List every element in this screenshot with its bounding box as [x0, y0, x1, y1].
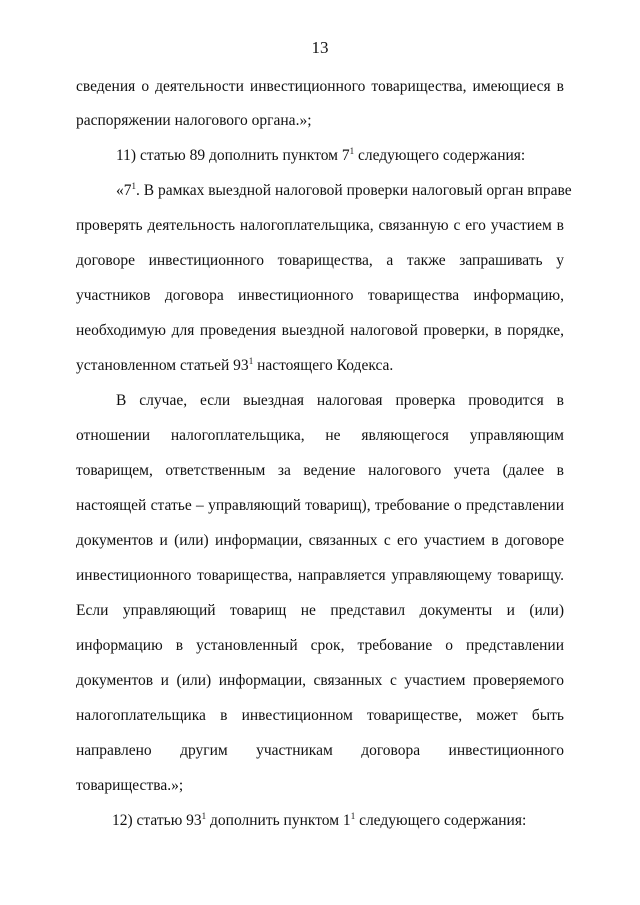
text-line: налогоплательщика в инвестиционном товариществе, может быть: [76, 707, 564, 724]
text-line: Если управляющий товарищ не представил документы и (или): [76, 602, 564, 619]
text-line: В случае, если выездная налоговая проверка проводится в: [116, 392, 564, 409]
text-line: документов и (или) информации, связанных с его участием в договоре: [76, 532, 564, 549]
text-fragment: следующего содержания:: [355, 812, 527, 829]
text-fragment: дополнить пунктом 1: [206, 812, 351, 829]
superscript: 1: [131, 181, 136, 191]
superscript: 1: [349, 146, 355, 156]
text-line: участников договора инвестиционного товарищества информацию,: [76, 287, 564, 304]
text-fragment: . В рамках выездной налоговой проверки налоговый орган вправе: [136, 182, 572, 199]
text-fragment: 11) статью 89 дополнить пунктом 7: [116, 147, 350, 164]
text-line: [116, 146, 564, 166]
text-line: необходимую для проведения выездной налоговой проверки, в порядке,: [76, 322, 564, 339]
text-line: распоряжении налогового органа.»;: [76, 112, 312, 129]
text-fragment: следующего содержания:: [354, 147, 526, 164]
text-line: [112, 811, 564, 831]
superscript: 1: [350, 811, 356, 821]
text-line: [76, 356, 564, 376]
text-fragment: 12) статью 93: [112, 812, 202, 829]
text-line: настоящей статье – управляющий товарищ), требование о представлении: [76, 497, 564, 514]
page-number: 13: [311, 38, 329, 57]
text-line: документов и (или) информации, связанных с участием проверяемого: [76, 672, 564, 689]
text-line: товарищества.»;: [76, 777, 184, 794]
text-line: инвестиционного товарищества, направляется управляющему товарищу.: [76, 567, 564, 584]
text-fragment: настоящего Кодекса.: [253, 357, 394, 374]
superscript: 1: [201, 811, 207, 821]
text-line: договоре инвестиционного товарищества, а также запрашивать у: [76, 252, 564, 269]
text-line: отношении налогоплательщика, не являющегося управляющим: [76, 427, 564, 444]
text-line: [116, 181, 572, 201]
text-fragment: «7: [116, 182, 132, 199]
text-line: информацию в установленный срок, требование о представлении: [76, 637, 564, 654]
superscript: 1: [248, 356, 254, 366]
text-line: направлено другим участникам договора инвестиционного: [76, 742, 564, 759]
text-line: товарищем, ответственным за ведение налогового учета (далее в: [76, 462, 564, 479]
text-line: проверять деятельность налогоплательщика, связанную с его участием в: [76, 217, 564, 234]
text-line: сведения о деятельности инвестиционного товарищества, имеющиеся в: [76, 78, 564, 95]
text-fragment: установленном статьей 93: [76, 357, 249, 374]
